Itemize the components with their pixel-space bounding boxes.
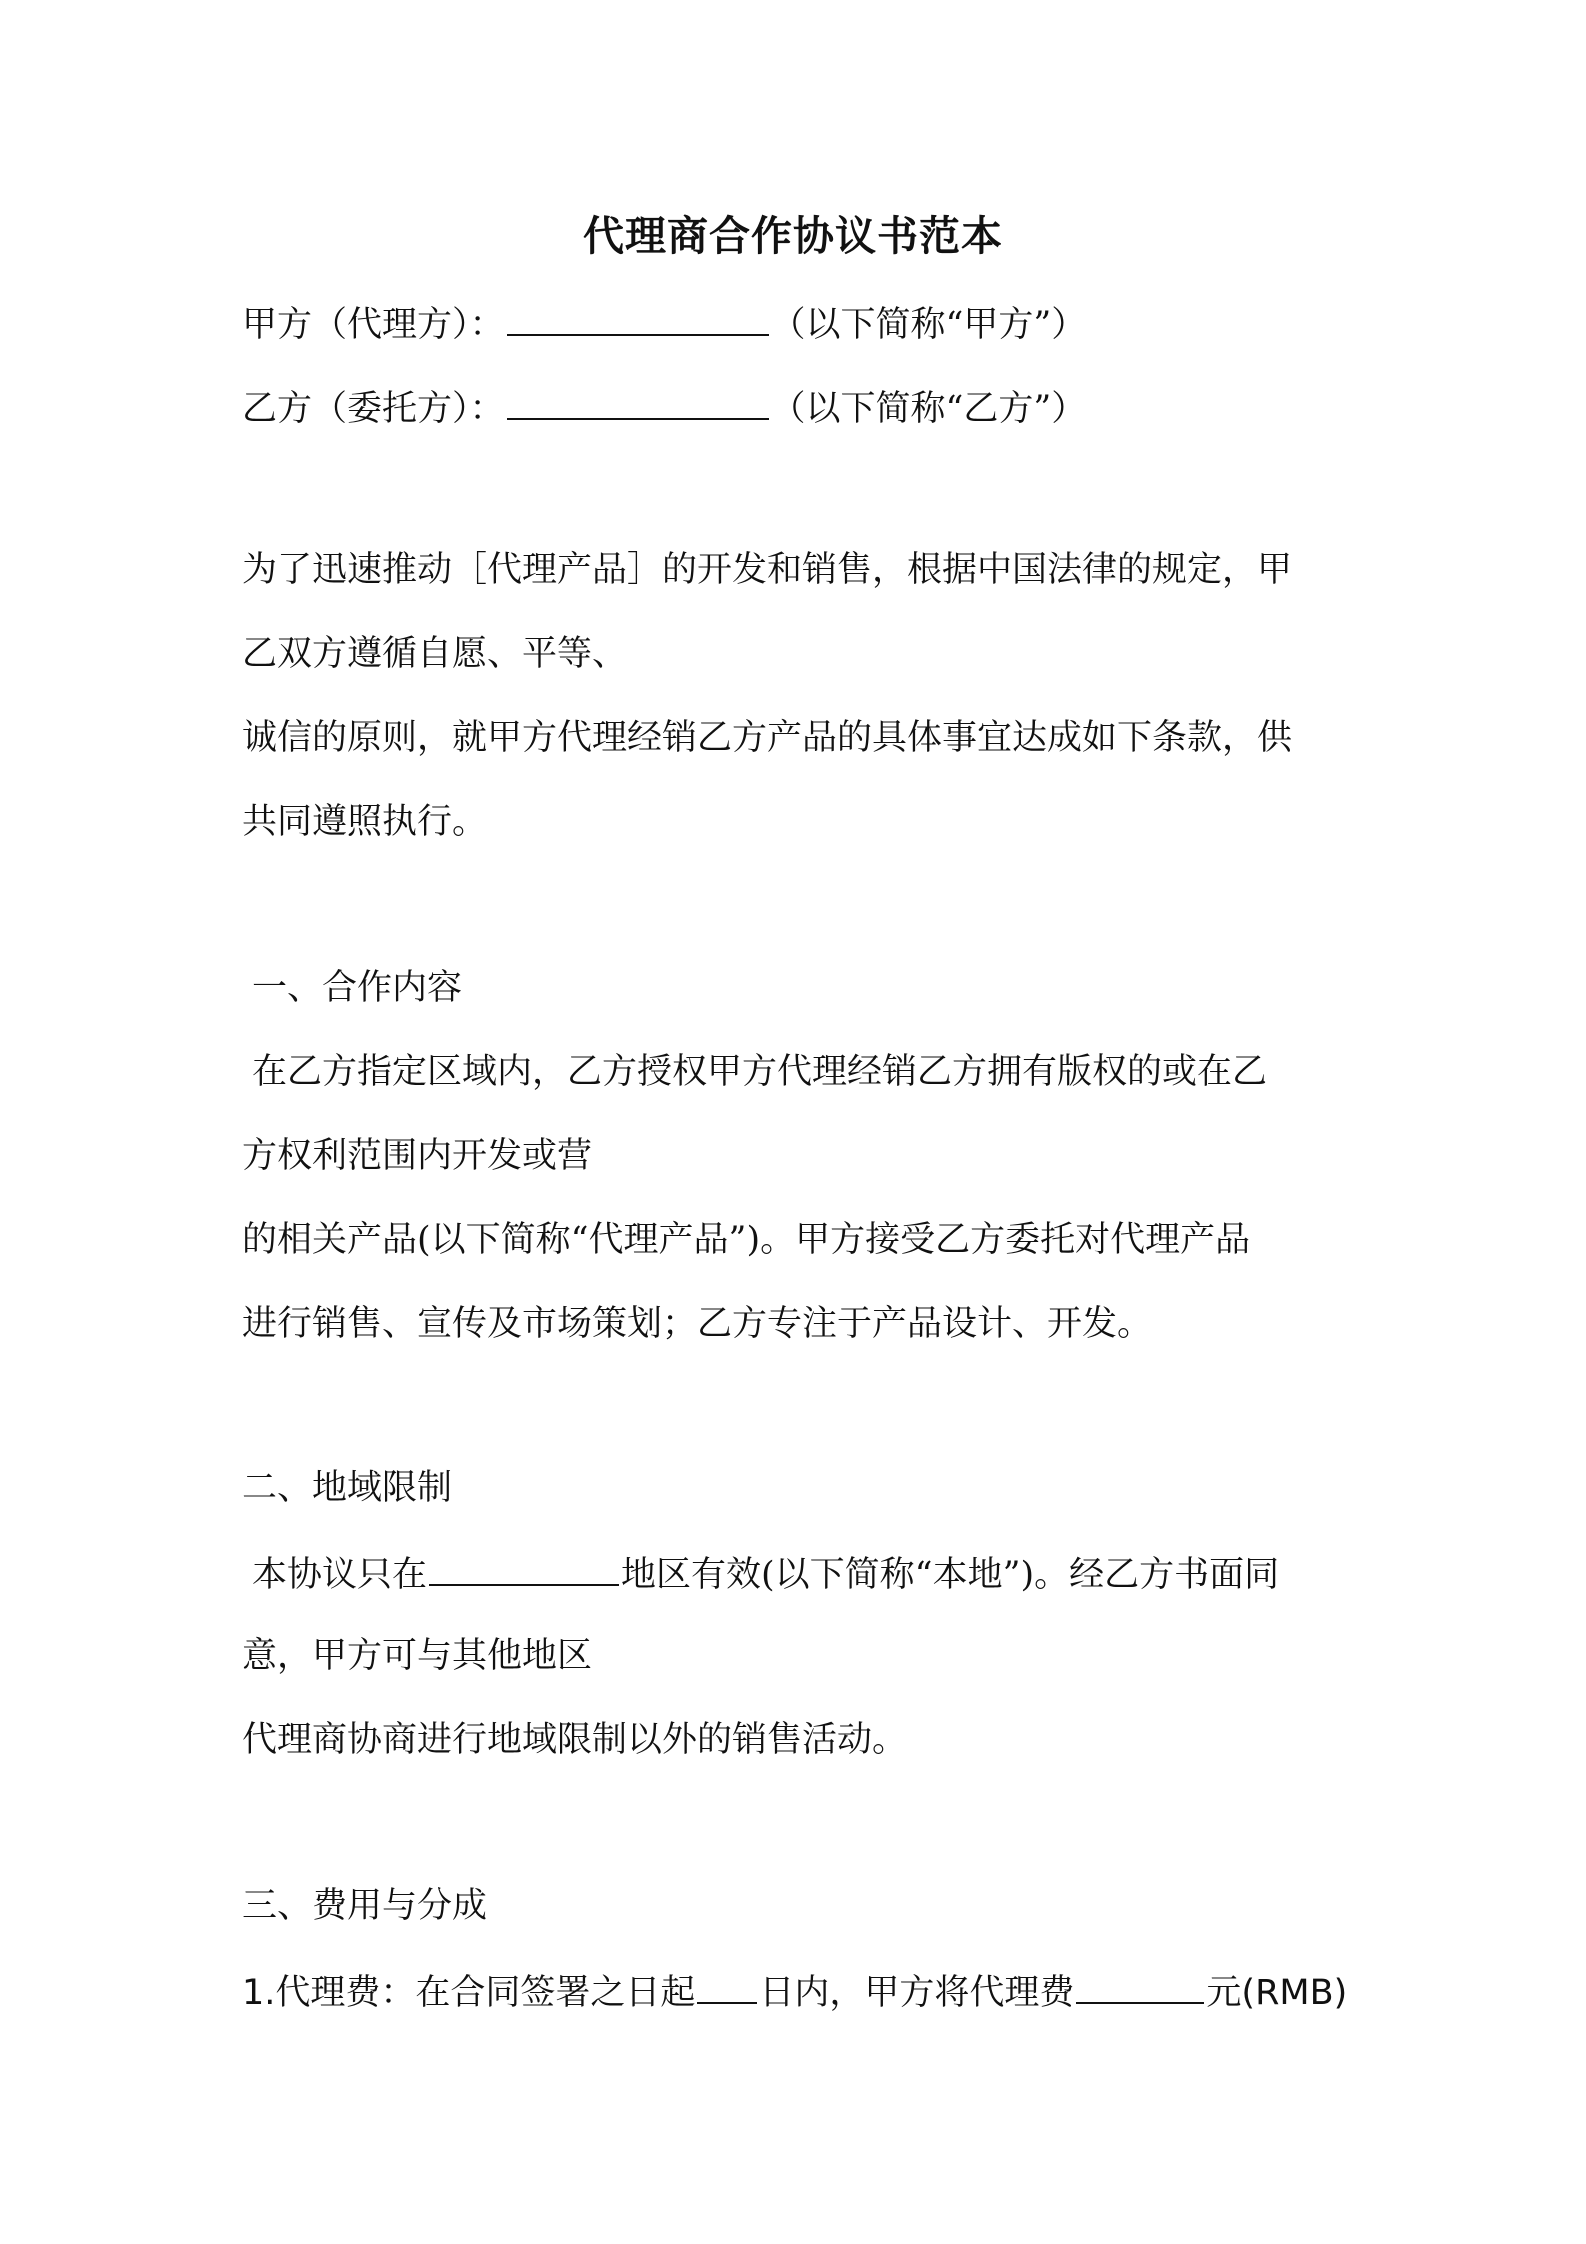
section-body-line: 意，甲方可与其他地区	[242, 1636, 593, 1676]
section-heading-region: 二、地域限制	[242, 1468, 453, 1508]
fee-item-line	[242, 1966, 1362, 2017]
fee-text-part2: 日内，甲方将代理费	[759, 1973, 1075, 2013]
preamble-line: 共同遵照执行。	[242, 802, 488, 842]
section-body-line: 方权利范围内开发或营	[242, 1136, 593, 1176]
document-title: 代理商合作协议书范本	[583, 212, 1003, 260]
section-body-line: 的相关产品(以下简称“代理产品”)。甲方接受乙方委托对代理产品	[242, 1220, 1251, 1260]
party-a-line	[242, 298, 1362, 349]
region-text-before: 本协议只在	[252, 1555, 428, 1595]
party-a-suffix: （以下简称“甲方”）	[770, 305, 1087, 345]
preamble-line: 诚信的原则，就甲方代理经销乙方产品的具体事宜达成如下条款，供	[242, 718, 1293, 758]
section-heading-cooperation: 一、合作内容	[252, 968, 463, 1008]
section-heading-fees: 三、费用与分成	[242, 1886, 488, 1926]
party-b-blank[interactable]	[507, 382, 769, 420]
days-blank[interactable]	[697, 1966, 757, 2004]
section-body-line: 代理商协商进行地域限制以外的销售活动。	[242, 1720, 908, 1760]
party-a-prefix: 甲方（代理方）：	[242, 305, 505, 345]
party-a-blank[interactable]	[507, 298, 769, 336]
section-body-line	[252, 1548, 1372, 1599]
fee-text-part1: 1.代理费：在合同签署之日起	[242, 1973, 696, 2013]
section-body-line: 在乙方指定区域内，乙方授权甲方代理经销乙方拥有版权的或在乙	[252, 1052, 1268, 1092]
region-blank[interactable]	[429, 1548, 619, 1586]
party-b-suffix: （以下简称“乙方”）	[770, 389, 1087, 429]
section-body-line: 进行销售、宣传及市场策划；乙方专注于产品设计、开发。	[242, 1304, 1153, 1344]
preamble-line: 乙双方遵循自愿、平等、	[242, 634, 628, 674]
party-b-prefix: 乙方（委托方）：	[242, 389, 505, 429]
fee-text-part3: 元(RMB)	[1206, 1973, 1348, 2013]
fee-amount-blank[interactable]	[1076, 1966, 1204, 2004]
party-b-line	[242, 382, 1362, 433]
region-text-after: 地区有效(以下简称“本地”)。经乙方书面同	[621, 1555, 1280, 1595]
preamble-line: 为了迅速推动［代理产品］的开发和销售，根据中国法律的规定，甲	[242, 550, 1293, 590]
